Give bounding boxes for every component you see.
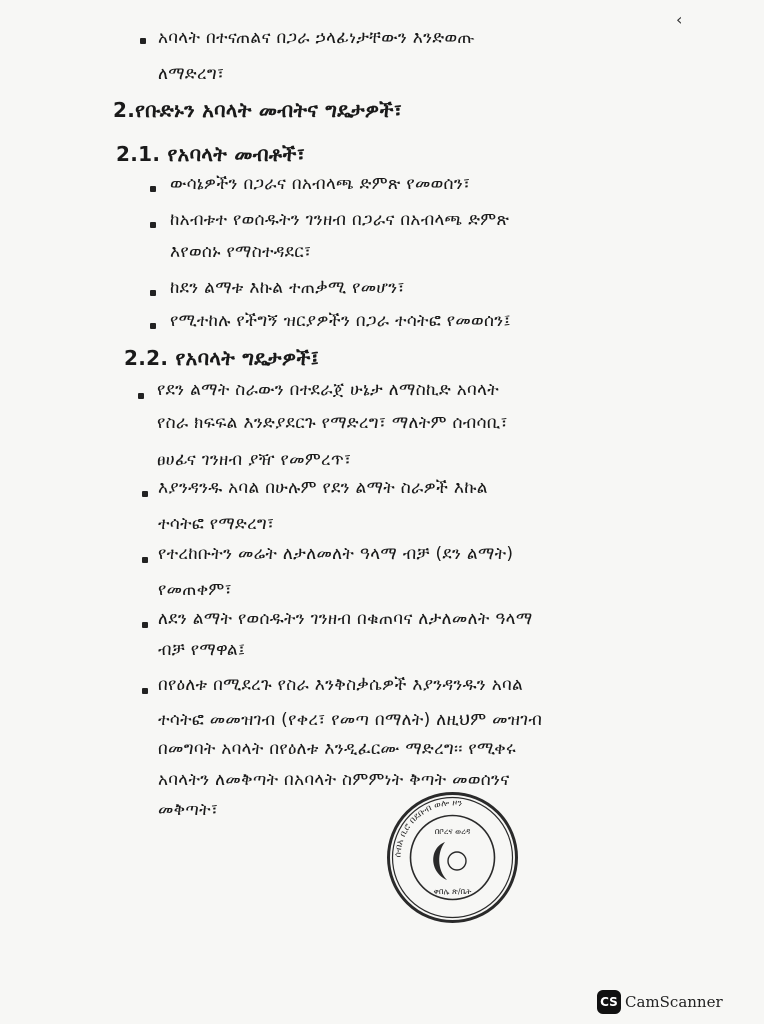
bullet-icon <box>142 557 148 563</box>
bullet-icon <box>142 688 148 694</box>
text-line: መቅጣት፣ <box>158 800 219 820</box>
text-line: በየዕለቱ በሚደረጉ የስራ እንቅስቃሴዎች እያንዳንዱን አባል <box>158 675 524 695</box>
camscanner-logo <box>597 990 723 1014</box>
text-line: የመጠቀም፣ <box>158 580 232 600</box>
camscanner-badge-icon: CS <box>597 990 621 1014</box>
text-line: አባላትን ለመቅጣት በአባላት ስምምነት ቅጣት መወሰንና <box>158 770 510 790</box>
text-line: ውሳኔዎችን በጋራና በአብላጫ ድምጽ የመወሰን፣ <box>170 174 471 194</box>
text-line: የስራ ክፍፍል እንድያደርጉ የማድረግ፣ ማለትም ሰብሳቢ፣ <box>157 413 508 433</box>
section-heading: 2.የቡድኑን አባላት መብትና ግዴታዎች፣ <box>113 98 403 122</box>
text-line: እየወሰኑ የማስተዳደር፣ <box>170 242 312 262</box>
text-line: ተሳትፎ መመዝገብ (የቀረ፣ የመጣ በማለት) ለዚህም መዝገብ <box>158 710 543 730</box>
text-line: ለደን ልማት የወሰዱትን ገንዘብ በቁጠባና ለታለመለት ዓላማ <box>158 609 533 629</box>
text-line: ተሳትፎ የማድረግ፣ <box>158 514 275 534</box>
corner-mark: ‹ <box>676 10 683 29</box>
bullet-icon <box>138 393 144 399</box>
official-stamp <box>385 790 520 925</box>
stamp-ring-text: ሰብአ ቢሮ በደቡብ ወሎ ዞን <box>393 798 463 858</box>
bullet-icon <box>142 491 148 497</box>
text-line: የሚተከሉ የችግኝ ዝርያዎችን በጋራ ተሳትፎ የመወሰን፤ <box>170 311 511 331</box>
stamp-inner-top: በቦረና ወረዳ <box>434 827 471 836</box>
bullet-icon <box>150 323 156 329</box>
text-line: የደን ልማት ስራውን በተደራጀ ሁኔታ ለማስኪድ አባላት <box>157 380 500 400</box>
bullet-icon <box>140 38 146 44</box>
text-line: ከደን ልማቱ እኩል ተጠቃሚ የመሆን፣ <box>170 278 405 298</box>
text-line: እያንዳንዱ አባል በሁሉም የደን ልማት ስራዎች እኩል <box>158 478 488 498</box>
text-line: በመግባት አባላት በየዕለቱ እንዲፈርሙ ማድረግ፡፡ የሚቀሩ <box>158 739 517 759</box>
bullet-icon <box>150 186 156 192</box>
subsection-heading: 2.2. የአባላት ግዴታዎች፤ <box>124 346 320 370</box>
text-line: ከአብቱተ የወሰዱትን ገንዘብ በጋራና በአብላጫ ድምጽ <box>170 210 510 230</box>
bullet-icon <box>150 290 156 296</box>
bullet-icon <box>142 622 148 628</box>
text-line: ፀሀፊና ገንዘብ ያዥ የመምረጥ፣ <box>157 450 352 470</box>
text-line: የተረከቡትን መሬት ለታለመለት ዓላማ ብቻ (ደን ልማት) <box>158 544 514 564</box>
text-line: ለማድረግ፣ <box>158 64 225 84</box>
text-line: ብቻ የማዋል፤ <box>158 640 246 660</box>
subsection-heading: 2.1. የአባላት መብቶች፣ <box>116 142 306 166</box>
text-line: አባላት በተናጠልና በጋራ ኃላፊነታቸውን እንድወጡ <box>158 28 475 48</box>
bullet-icon <box>150 222 156 228</box>
stamp-emblem <box>433 842 447 880</box>
camscanner-name: CamScanner <box>625 993 723 1011</box>
stamp-inner-bottom: ቀበሌ ጽ/ቤት <box>433 887 472 896</box>
